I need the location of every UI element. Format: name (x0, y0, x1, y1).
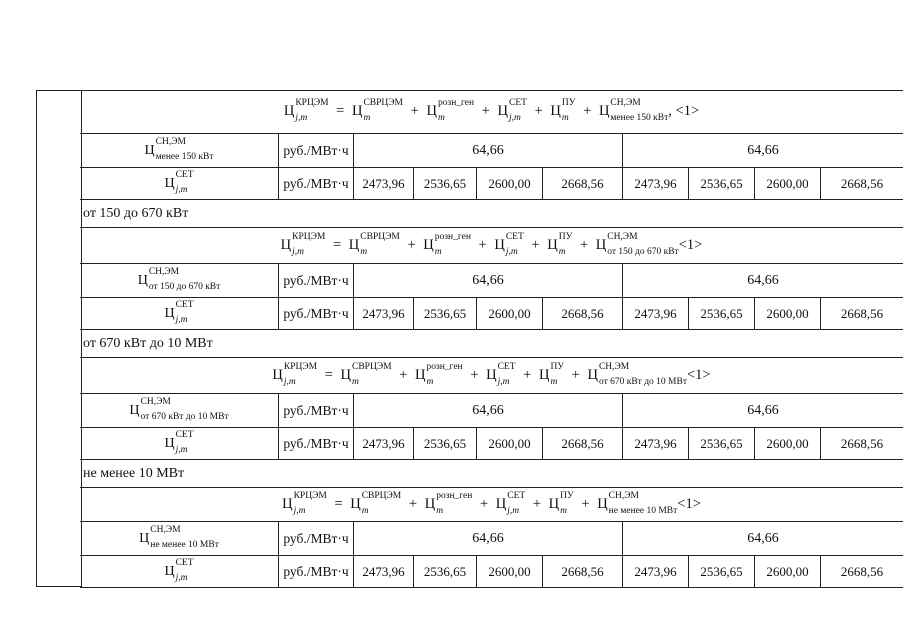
section-heading: не менее 10 МВт (80, 460, 903, 488)
value-cell: 2600,00 (755, 168, 821, 199)
value-cell: 2536,65 (689, 556, 755, 587)
value-cell: 2536,65 (414, 168, 477, 199)
value-cell: 64,66 (747, 402, 779, 418)
formula-row (80, 488, 903, 522)
value-cell: 2668,56 (840, 435, 884, 451)
value-cell: 2473,96 (623, 428, 689, 459)
unit-cell: руб./МВт·ч (279, 264, 354, 297)
table-row (80, 134, 903, 168)
value-cell: 2473,96 (354, 556, 414, 587)
value-cell: 2473,96 (354, 428, 414, 459)
value-cell: 2536,65 (414, 428, 477, 459)
value-cell: 2600,00 (755, 298, 821, 329)
value-cell: 64,66 (354, 394, 623, 427)
formula-row (80, 90, 903, 134)
value-cell: 64,66 (354, 134, 623, 167)
value-cell: 2536,65 (414, 298, 477, 329)
value-cell: 2600,00 (477, 298, 543, 329)
value-cell: 2600,00 (477, 428, 543, 459)
value-cell: 2473,96 (354, 298, 414, 329)
value-cell: 2473,96 (623, 168, 689, 199)
value-cell: 2600,00 (755, 556, 821, 587)
value-cell: 2600,00 (477, 556, 543, 587)
table-row (80, 394, 903, 428)
value-cell: 2668,56 (543, 428, 623, 459)
formula-row (80, 358, 903, 394)
formula: Ц КРЦЭМ j,m = Ц СВРЦЭМ m + Ц розн_ген m + Ц СЕТ j,m + Ц ПУ m + Ц СН,ЭМ менее 150 кВт , <1> (283, 98, 700, 123)
category-label: Ц СН,ЭМ от 670 кВт до 10 МВт (80, 394, 279, 427)
unit-cell: руб./МВт·ч (279, 394, 354, 427)
value-cell: 64,66 (747, 530, 779, 546)
value-cell: 2668,56 (840, 175, 884, 191)
set-label: Ц СЕТ j,m (80, 298, 279, 329)
value-cell: 2668,56 (543, 298, 623, 329)
formula: Ц КРЦЭМ j,m = Ц СВРЦЭМ m + Ц розн_ген m + Ц СЕТ j,m + Ц ПУ m + Ц СН,ЭМ не менее 10 МВт <1> (282, 491, 701, 516)
formula: Ц КРЦЭМ j,m = Ц СВРЦЭМ m + Ц розн_ген m + Ц СЕТ j,m + Ц ПУ m + Ц СН,ЭМ от 670 кВт до 10 МВт <1> (272, 362, 711, 387)
value-cell: 64,66 (747, 142, 779, 158)
value-cell: 64,66 (354, 522, 623, 555)
unit-cell: руб./МВт·ч (279, 428, 354, 459)
set-label: Ц СЕТ j,m (80, 428, 279, 459)
table-row (80, 556, 903, 588)
table-row (80, 264, 903, 298)
value-cell: 2668,56 (543, 556, 623, 587)
value-cell: 64,66 (354, 264, 623, 297)
section-heading: от 150 до 670 кВт (80, 200, 903, 228)
section-heading: от 670 кВт до 10 МВт (80, 330, 903, 358)
value-cell: 2600,00 (755, 428, 821, 459)
value-cell: 2668,56 (840, 305, 884, 321)
formula-row (80, 228, 903, 264)
set-label: Ц СЕТ j,m (80, 168, 279, 199)
formula: Ц КРЦЭМ j,m = Ц СВРЦЭМ m + Ц розн_ген m + Ц СЕТ j,m + Ц ПУ m + Ц СН,ЭМ от 150 до 670 кВт <1> (280, 232, 703, 257)
category-label: Ц СН,ЭМ менее 150 кВт (80, 134, 279, 167)
unit-cell: руб./МВт·ч (279, 556, 354, 587)
unit-cell: руб./МВт·ч (279, 134, 354, 167)
table-row (80, 168, 903, 200)
value-cell: 2536,65 (689, 428, 755, 459)
unit-cell: руб./МВт·ч (279, 298, 354, 329)
table-row (80, 428, 903, 460)
value-cell: 2536,65 (689, 298, 755, 329)
value-cell: 2473,96 (623, 298, 689, 329)
value-cell: 2473,96 (354, 168, 414, 199)
category-label: Ц СН,ЭМ от 150 до 670 кВт (80, 264, 279, 297)
value-cell: 2536,65 (689, 168, 755, 199)
value-cell: 64,66 (747, 272, 779, 288)
set-label: Ц СЕТ j,m (80, 556, 279, 587)
tariff-table (36, 90, 903, 588)
category-label: Ц СН,ЭМ не менее 10 МВт (80, 522, 279, 555)
table-row (80, 522, 903, 556)
value-cell: 2473,96 (623, 556, 689, 587)
left-gutter-column (36, 90, 82, 587)
unit-cell: руб./МВт·ч (279, 522, 354, 555)
value-cell: 2536,65 (414, 556, 477, 587)
table-row (80, 298, 903, 330)
value-cell: 2668,56 (543, 168, 623, 199)
value-cell: 2668,56 (840, 563, 884, 579)
value-cell: 2600,00 (477, 168, 543, 199)
unit-cell: руб./МВт·ч (279, 168, 354, 199)
